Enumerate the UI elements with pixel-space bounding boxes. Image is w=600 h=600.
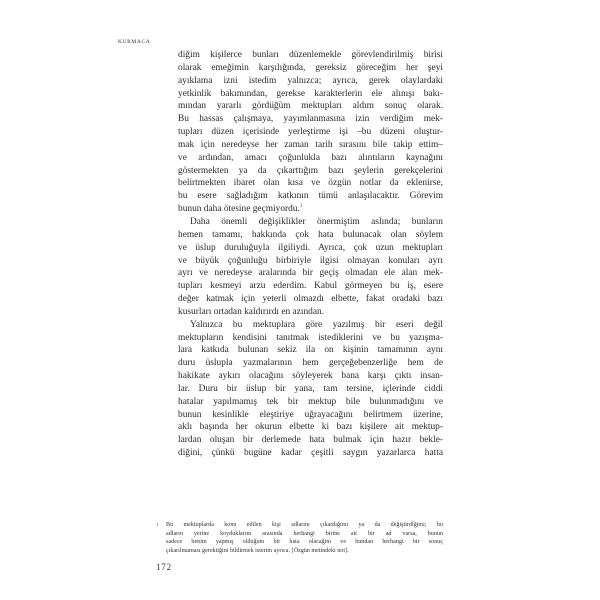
- footnote-line: Bu mektuplarda konu edilen kişi adlarını çıkardığımı ya da değiştirdiğimi; bu: [166, 522, 443, 528]
- text-line: mektupların kendisini tanıtmak istediklerini ve bu yazışma-: [178, 332, 443, 343]
- text-line: bu esere sağladığım katkının tümü anlaşılacaktır. Görevim: [178, 191, 443, 202]
- text-line: olarak emeğimin karşılığında, gereksiz göreceğim her şeyi: [178, 62, 443, 73]
- text-line: lardan oluşan bir derlemede hata bulmak için hazır bekle-: [178, 435, 443, 446]
- text-line: Yalnızca bu mektuplara göre yazılmış bir eseri değil: [190, 319, 443, 330]
- text-line: göstermekten ya da çıkarttığım bazı şeylerin gerekçelerini: [178, 165, 443, 176]
- text-line: belirtmekten ibaret olan kısa ve özgün notlar da eklenirse,: [178, 178, 443, 189]
- footnote-line: çıkarılmaması gerektiğini bildirmek isterim ayrıca. [Özgün metindeki not].: [166, 547, 349, 554]
- body-text: [178, 49, 443, 460]
- footnote-line: adların yerine koyduklarım arasında herhangi birine ait bir ad varsa, bunun: [166, 530, 443, 537]
- text-line: bunun kesinlikle eleştiriye uğrayacağını belirtmem üzerine,: [178, 409, 443, 420]
- paragraph: [178, 49, 443, 216]
- text-line: ve büyük çoğunluğu birbiriyle ilgisi olmayan konuları ayrı: [178, 255, 443, 266]
- text-line: diğini, çünkü bugüne kadar çeşitli saygın yazarlarca hatta: [178, 448, 443, 459]
- text-line: mak için neredeyse her zaman tarih sırasını bile takip ettim–: [178, 139, 443, 150]
- running-head: KURMACA: [118, 39, 151, 45]
- paragraph: [178, 319, 443, 460]
- text-line: ayrı ve neredeyse aralarında bir geçiş olmadan ele alan mek-: [178, 268, 443, 279]
- text-line: yetkinlik bakımından, gerekse karakterlerin ele alınışı bakı-: [178, 88, 443, 99]
- text-line: kusurları ortadan kaldırırdı en azından.: [178, 306, 325, 317]
- paragraph: [178, 216, 443, 319]
- text-line: hakikate aykırı olacağını söyleyerek bana karşı çıktı insan-: [178, 371, 443, 382]
- footnote-mark: 1: [156, 522, 159, 527]
- footnote-reference: 1: [299, 204, 303, 209]
- text-line: mından yararlı gördüğüm mektupları aldım sonuç olarak.: [178, 101, 443, 112]
- text-line: hemen tamamı, hakkında çok hata bulunacak olan söylem: [178, 229, 443, 240]
- text-line: diğim kişilerce bunları düzenlemekle görevlendirilmiş birisi: [178, 50, 443, 60]
- text-line: değer katmak için yeterli olmazdı elbette, fakat oradaki bazı: [178, 294, 443, 305]
- text-line: tupları kesmeyi arzu ederdim. Kabul görmeyen bu iş, esere: [178, 281, 443, 292]
- text-line: hatalar yapılmamış tek bir mektup bile bulunmadığını ve: [178, 396, 443, 407]
- text-line: lara katkıda bulunan sekiz ila on kişinin tamamının aynı: [178, 345, 443, 356]
- text-line: tupları düzen içerisinde yerleştirme işi –bu düzeni oluştur-: [178, 127, 443, 138]
- text-line: aklı başında her okurun elbette ki bazı kişilere ait mektup-: [178, 422, 443, 433]
- text-line: ve ardından, amacı çoğunlukla bazı alıntıların kaynağını: [178, 152, 443, 163]
- text-line: bunun daha ötesine geçmiyordu.$^1$: [178, 204, 303, 215]
- text-line: ayıklama izni istedim yalnızca; ayrıca, gerek olaylardaki: [178, 75, 443, 86]
- footnote: [156, 521, 443, 555]
- text-line: Bu hassas çalışmaya, yayımlanmasına izin verdiğim mek-: [178, 114, 443, 125]
- text-line: ve üslup duruluğuyla ilgiliydi. Ayrıca, çok uzun mektupları: [178, 242, 443, 253]
- text-line: Daha önemli değişiklikler önermiştim aslında; bunların: [190, 216, 443, 227]
- footnote-line: sadece benim yapmış olduğum bir hata olacağını ve bundan herhangi bir sonuç: [166, 539, 443, 546]
- page-number: 172: [156, 562, 172, 572]
- footnote-body: [166, 521, 443, 555]
- text-line: lar. Duru bir üslup bir yana, tam tersine, içlerinde ciddi: [178, 383, 443, 394]
- text-line: duru üslupla yazmalarının hem gerçeğebenzerliğe hem de: [178, 358, 443, 369]
